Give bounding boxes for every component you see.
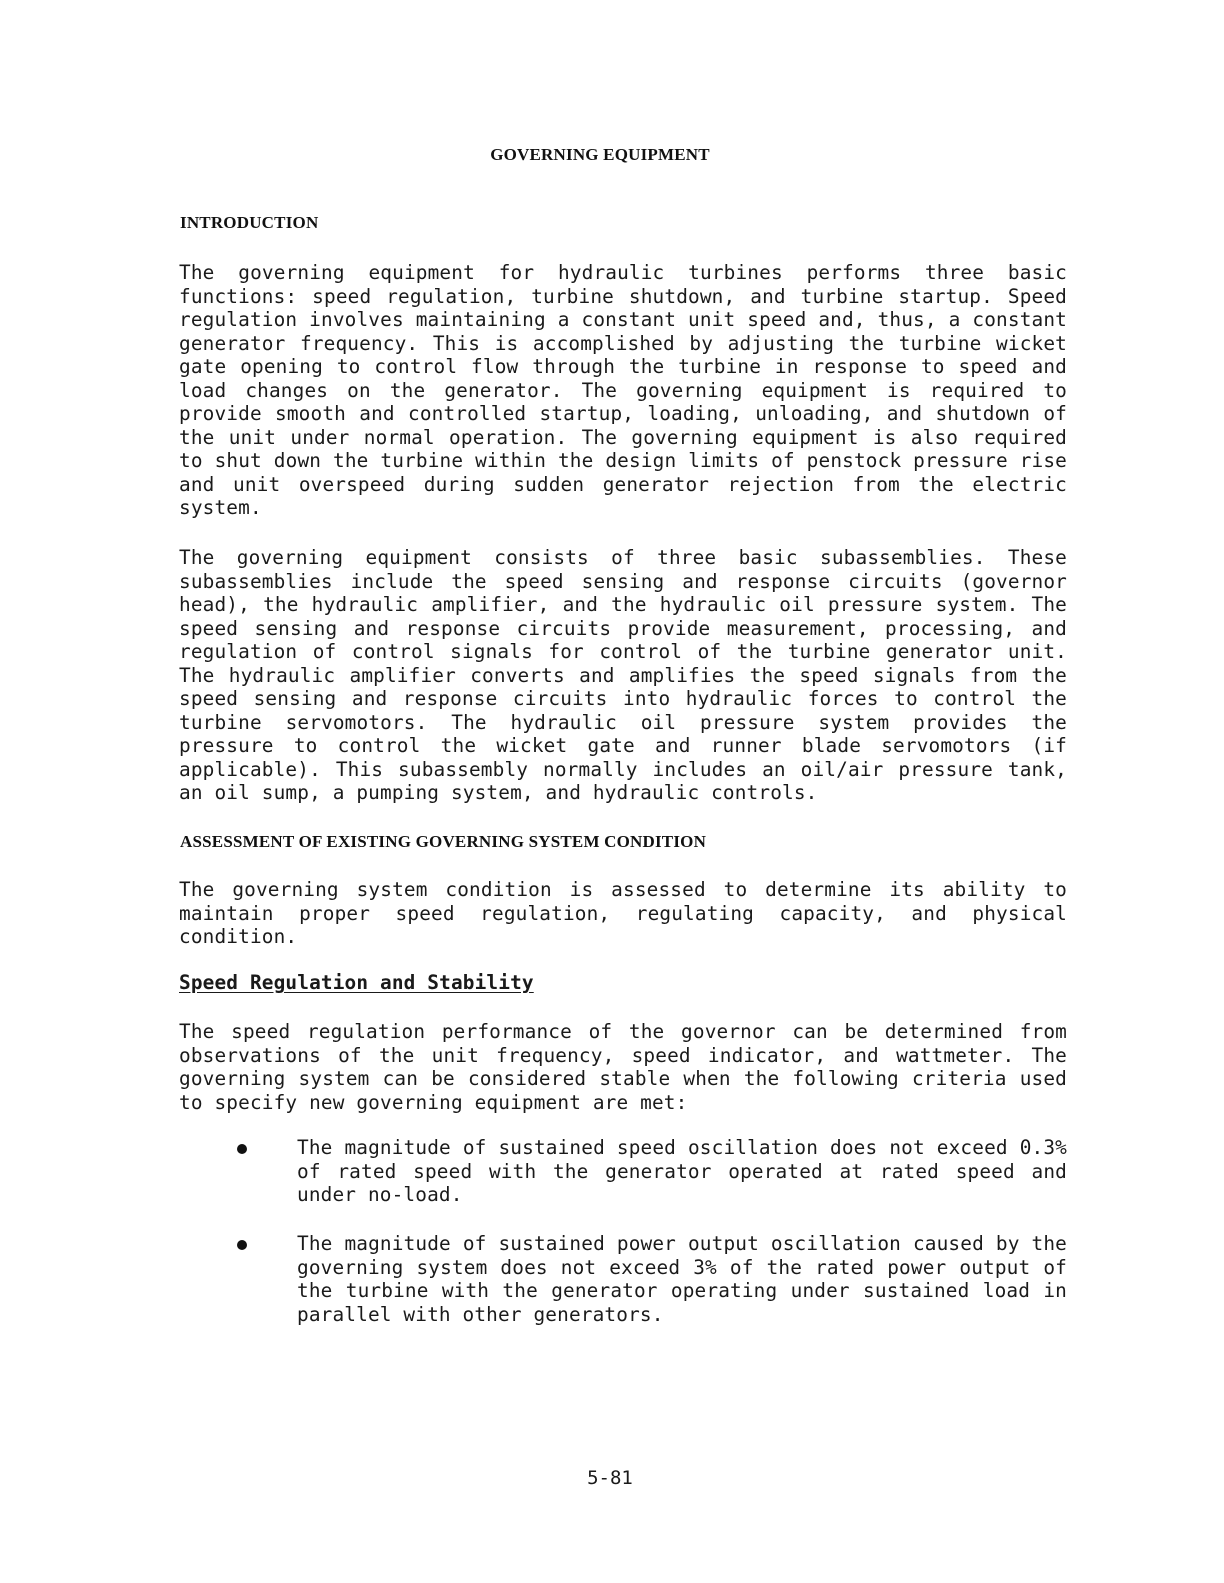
subsection-heading-speed-regulation: Speed Regulation and Stability bbox=[179, 971, 534, 994]
paragraph-subassemblies: The governing equipment consists of three basic subassemblies. These subassemblies include the speed sensing and response circuits (governor head), the hydraulic amplifier, and the hydraulic oil pressure system. The speed sensing and response circuits provide measurement, processing, and regulation of control signals for control of the turbine generator unit. The hydraulic amplifier converts and amplifies the speed signals from the speed sensing and response circuits into hydraulic forces to control the turbine servomotors. The hydraulic oil pressure system provides the pressure to control the wicket gate and runner blade servomotors (if applicable). This subassembly normally includes an oil/air pressure tank, an oil sump, a pumping system, and hydraulic controls. bbox=[179, 546, 1067, 804]
section-heading-introduction: INTRODUCTION bbox=[180, 213, 319, 232]
page-number bbox=[0, 1467, 1224, 1489]
paragraph-assessment: The governing system condition is assessed to determine its ability to maintain proper speed regulation, regulating capacity, and physical condition. bbox=[179, 878, 1067, 948]
document-title bbox=[0, 145, 1224, 165]
bullet-icon bbox=[237, 1144, 247, 1154]
page-number-text: 5-81 bbox=[587, 1467, 633, 1489]
paragraph-speed-regulation: The speed regulation performance of the governor can be determined from observations of the unit frequency, speed indicator, and wattmeter. The governing system can be considered stable when the following criteria used to specify new governing equipment are met: bbox=[179, 1020, 1067, 1114]
document-title-text: GOVERNING EQUIPMENT bbox=[490, 145, 710, 164]
list-item-text: The magnitude of sustained speed oscillation does not exceed 0.3% of rated speed with the generator operated at rated speed and under no-load. bbox=[297, 1136, 1067, 1206]
list-item-text: The magnitude of sustained power output oscillation caused by the governing system does not exceed 3% of the rated power output of the turbine with the generator operating under sustained load in parallel with other generators. bbox=[297, 1232, 1067, 1326]
section-heading-assessment: ASSESSMENT OF EXISTING GOVERNING SYSTEM CONDITION bbox=[180, 832, 707, 851]
bullet-icon bbox=[237, 1240, 247, 1250]
paragraph-introduction: The governing equipment for hydraulic turbines performs three basic functions: speed regulation, turbine shutdown, and turbine startup. Speed regulation involves maintaining a constant unit speed and, thus, a constant generator frequency. This is accomplished by adjusting the turbine wicket gate opening to control flow through the turbine in response to speed and load changes on the generator. The governing equipment is required to provide smooth and controlled startup, loading, unloading, and shutdown of the unit under normal operation. The governing equipment is also required to shut down the turbine within the design limits of penstock pressure rise and unit overspeed during sudden generator rejection from the electric system. bbox=[179, 261, 1067, 519]
